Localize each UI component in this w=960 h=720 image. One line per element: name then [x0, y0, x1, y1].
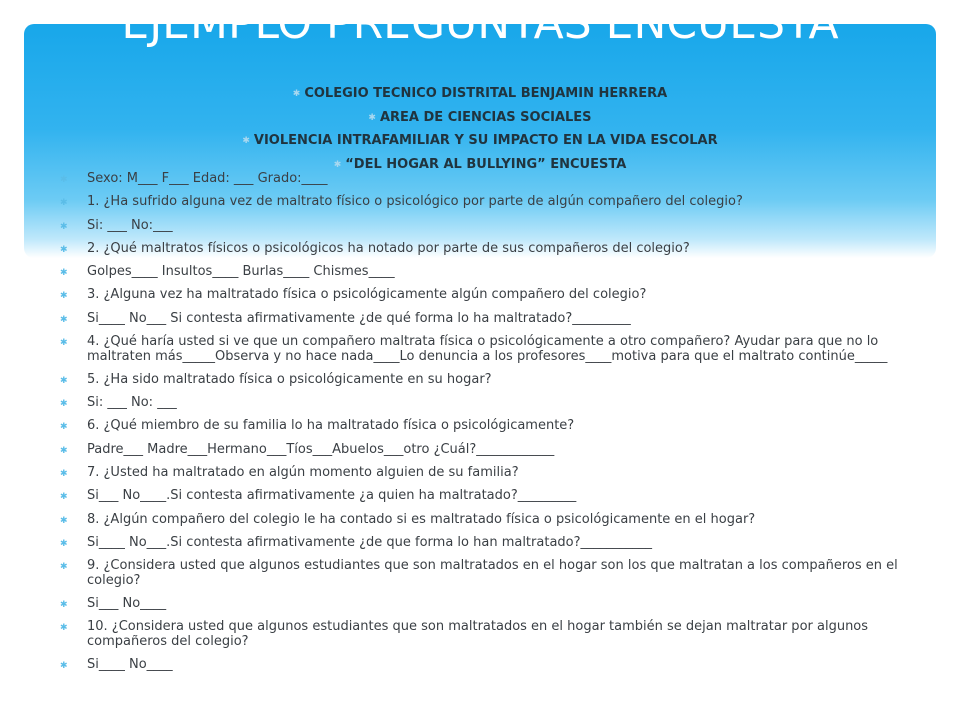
bullet-icon: ✱: [242, 136, 250, 146]
question-item: [60, 172, 900, 187]
bullet-icon: ✱: [60, 399, 68, 410]
question-text: 9. ¿Considera usted que algunos estudiantes que son maltratados en el hogar son los que maltratan a los compañeros en el colegio?: [87, 558, 898, 588]
bullet-icon: ✱: [60, 338, 68, 349]
question-item: [60, 559, 900, 588]
question-text: 8. ¿Algún compañero del colegio le ha contado si es maltratado física o psicológicamente en el hogar?: [87, 511, 756, 527]
question-item: [60, 466, 900, 481]
question-item: [60, 265, 900, 280]
bullet-icon: ✱: [333, 159, 342, 170]
question-text: Si____ No___ Si contesta afirmativamente ¿de qué forma lo ha maltratado?_________: [87, 310, 631, 326]
question-text: Si____ No___.Si contesta afirmativamente ¿de que forma lo han maltratado?___________: [87, 534, 653, 550]
question-text: 2. ¿Qué maltratos físicos o psicológicos ha notado por parte de sus compañeros del colegio?: [87, 240, 690, 256]
question-text: Padre___ Madre___Hermano___Tíos___Abuelos___otro ¿Cuál?____________: [87, 441, 555, 457]
question-item: [60, 489, 900, 504]
question-text: Si: ___ No:___: [87, 217, 173, 233]
bullet-icon: ✱: [60, 198, 68, 209]
bullet-icon: ✱: [60, 375, 68, 386]
header-text: COLEGIO TECNICO DISTRITAL BENJAMIN HERRERA: [304, 86, 668, 101]
bullet-icon: ✱: [60, 492, 68, 503]
bullet-icon: ✱: [60, 221, 68, 232]
question-text: Sexo: M___ F___ Edad: ___ Grado:____: [87, 171, 328, 186]
question-text: Golpes____ Insultos____ Burlas____ Chismes____: [87, 264, 395, 280]
header-text: “DEL HOGAR AL BULLYING” ENCUESTA: [345, 156, 627, 172]
question-item: [60, 419, 900, 434]
question-item: [60, 219, 900, 234]
question-item: [60, 396, 900, 411]
question-item: [60, 597, 900, 612]
bullet-icon: ✱: [292, 89, 301, 99]
survey-header: [0, 82, 960, 176]
bullet-icon: ✱: [60, 469, 68, 480]
bullet-icon: ✱: [368, 112, 376, 123]
bullet-icon: ✱: [60, 623, 68, 634]
question-text: Si: ___ No: ___: [87, 395, 177, 411]
question-list: [60, 172, 900, 681]
question-item: [60, 195, 900, 210]
bullet-icon: ✱: [60, 515, 68, 526]
question-text: 5. ¿Ha sido maltratado física o psicológicamente en su hogar?: [87, 371, 492, 387]
question-item: [60, 620, 900, 649]
question-text: 7. ¿Usted ha maltratado en algún momento alguien de su familia?: [87, 465, 519, 481]
bullet-icon: ✱: [60, 422, 68, 433]
question-item: [60, 335, 900, 364]
header-text: VIOLENCIA INTRAFAMILIAR Y SU IMPACTO EN LA VIDA ESCOLAR: [253, 133, 718, 148]
question-item: [60, 373, 900, 388]
bullet-icon: ✱: [60, 314, 68, 325]
question-item: [60, 443, 900, 458]
question-item: [60, 242, 900, 257]
bullet-icon: ✱: [60, 661, 68, 672]
question-text: 10. ¿Considera usted que algunos estudiantes que son maltratados en el hogar también se dejan maltratar por algunos compañeros del colegio?: [87, 619, 869, 649]
bullet-icon: ✱: [60, 538, 68, 549]
slide-title: EJEMPLO PREGUNTAS ENCUESTA: [121, 0, 839, 49]
question-text: 6. ¿Qué miembro de su familia lo ha maltratado física o psicológicamente?: [87, 418, 575, 434]
question-text: 4. ¿Qué haría usted si ve que un compañero maltrata física o psicológicamente a otro compañero? Ayudar para que no lo maltraten más_____Observa y no hace nada____Lo denuncia a los profesores____motiva para que el maltrato continúe_____: [87, 334, 888, 364]
header-line: [0, 129, 960, 153]
question-item: [60, 536, 900, 551]
bullet-icon: ✱: [60, 562, 68, 573]
bullet-icon: ✱: [60, 175, 68, 185]
header-text: AREA DE CIENCIAS SOCIALES: [379, 109, 592, 125]
question-item: [60, 513, 900, 528]
bullet-icon: ✱: [60, 244, 68, 255]
bullet-icon: ✱: [60, 600, 68, 611]
header-line: [0, 106, 960, 130]
question-item: [60, 312, 900, 327]
question-text: 1. ¿Ha sufrido alguna vez de maltrato físico o psicológico por parte de algún compañero del colegio?: [87, 194, 743, 210]
question-text: 3. ¿Alguna vez ha maltratado física o psicológicamente algún compañero del colegio?: [87, 287, 647, 303]
bullet-icon: ✱: [60, 268, 68, 279]
question-text: Si___ No____: [87, 596, 167, 612]
question-text: Si___ No____.Si contesta afirmativamente ¿a quien ha maltratado?_________: [87, 488, 577, 504]
question-item: [60, 658, 900, 673]
bullet-icon: ✱: [60, 445, 68, 456]
header-line: [0, 82, 960, 106]
question-text: Si____ No____: [87, 657, 173, 673]
bullet-icon: ✱: [60, 291, 68, 302]
question-item: [60, 288, 900, 303]
